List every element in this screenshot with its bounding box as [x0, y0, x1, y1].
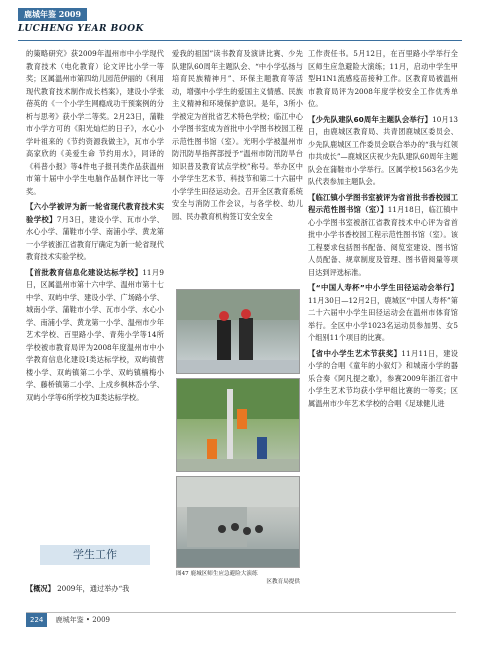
page-header	[18, 8, 462, 46]
drill-photo-2	[176, 378, 300, 472]
page-number: 224	[26, 613, 47, 627]
col2-paragraph-0: 爱我的祖国”读书教育及演讲比赛、少先队建队60周年主题队会、“中小学弘扬与培育民族精神月”、环保主题教育等活动，增强中小学生的爱国主义情感、民族主义精神和环境保护意识。是年，3所小学被定为首批省艺术特色学校；临江中心小学图书室成为首批中小学图书校园工程示范性图书馆（室）。光明小学被温州市防汛防旱指挥部授予“温州市防汛防旱台知识普及教育试点学校”称号。举办区中小学学生艺术节、科技节和第二十六届中小学学生田径运动会。召开全区教育系统安全与消防工作会议，与各学校、幼儿园、民办教育机构签订安全安全	[172, 49, 303, 221]
column-3	[308, 48, 458, 608]
col3-heading-1: 【少先队建队60周年主题队会举行】	[308, 114, 433, 124]
overview-heading: 【概况】	[26, 584, 55, 593]
drill-photo-2-illustration	[177, 379, 299, 471]
col3-paragraph-2: 【临江镇小学图书室被评为省首批书香校园工程示范性图书馆（室）】11月18日，临江镇中心小学图书室被浙江省教育技术中心评为省首批中小学书香校园工程示范性图书馆（室）。该工程要求包括图书配备、阅览室建设、图书馆人员配备、规章制度及管理、图书借阅量等项目达到评选标准。	[308, 192, 458, 277]
overview-paragraph: 【概况】 2009年，通过举办“我	[26, 584, 130, 593]
drill-photo-1	[176, 289, 300, 374]
col1-heading-2: 【首批教育信息化建设达标学校】	[26, 267, 143, 277]
drill-photo-3-illustration	[177, 477, 299, 567]
figure-credit: 区教育局提供	[266, 579, 300, 585]
footer-label: 鹿城年鉴 • 2009	[55, 616, 111, 624]
col3-heading-3: 【“中国人寿杯”中小学生田径运动会举行】	[308, 283, 458, 292]
col3-paragraph-3: 【“中国人寿杯”中小学生田径运动会举行】11月30日—12月2日，鹿城区“中国人寿杯”第二十六届中小学生田径运动会在温州市体育馆举行。全区中小学1023名运动员参加男、女5个组别11个项目的比赛。	[308, 283, 458, 342]
col3-paragraph-4: 【省中小学生艺术节获奖】11月11日，建设小学的合唱《童年的小叙灯》和城南小学的器乐合奏《阿凡提之歌》，参赛2009年浙江省中小学生艺术节均获小学甲组比赛的一等奖；区属温州市少年艺术学校的合唱《足球健儿进	[308, 348, 458, 408]
col1-paragraph-0: 的策略研究》获2009年温州市中小学现代教育技术（电化教育）论文评比小学一等奖；区属温州市第四幼儿园范伊丽的《利用现代教育技术制作成长档案》，建设小学张蓓英的《一个小学生网瘾成功干预案例的分析与思考》获小学二等奖。2月23日，蒲鞋市小学方可的《阳光灿烂的日子》，水心小学叶祖来的《节约资源我做主》，瓦市小学高家欣的《美爱生命 节约用水》，同译的《科普小报》等4件电子报刊类作品获温州市第十届中小学生电脑作品制作评比一等奖。	[26, 49, 164, 196]
header-rule	[18, 40, 462, 41]
column-2	[172, 48, 303, 288]
col1-paragraph-2: 【首批教育信息化建设达标学校】11月9日，区属温州市第十六中学、温州市第十七中学、双屿中学、建设小学、广场路小学、城南小学、蒲鞋市小学、瓦市小学、水心小学、南浦小学、黄龙第一小学、温州市少年艺术学校、百里路小学、青苑小学等14所学校被市教育局评为2008年度温州市中小学教育信息化建设Ⅰ类达标学校，双屿镇营楼小学、双屿镇第二小学、双屿镇楠梅小学、藤桥镇第二小学、上戍乡枫林岙小学、双屿小学等6所学校为Ⅱ类达标学校。	[26, 267, 164, 402]
figure-caption-block	[176, 570, 300, 586]
col3-heading-4: 【省中小学生艺术节获奖】	[308, 348, 402, 358]
col3-paragraph-1: 【少先队建队60周年主题队会举行】10月13日，由鹿城区教育局、共青团鹿城区委员会、少先队鹿城区工作委员会联合举办的“我与红领巾共成长”—鹿城区庆祝少先队建队60周年主题队会在蒲鞋市小学举行。区属学校1563名少先队代表参加主题队会。	[308, 114, 458, 186]
col3-paragraph-0: 工作责任书。5月12日，在百里路小学举行全区师生应急避险大演练；11月，启动中学生甲型H1N1流感疫苗接种工作。区教育局被温州市教育局评为2008年度学校安全工作优秀单位。	[308, 49, 458, 108]
page-footer	[26, 612, 456, 627]
drill-photo-3	[176, 476, 300, 568]
section-title: 学生工作	[40, 545, 150, 565]
col3-heading-2: 【临江镇小学图书室被评为省首批书香校园工程示范性图书馆（室）】	[308, 192, 458, 214]
yearbook-badge: 鹿城年鉴 2009	[18, 8, 87, 21]
yearbook-english-title: LUCHENG YEAR BOOK	[18, 24, 144, 34]
col1-heading-1: 【六小学被评为新一轮省现代教育技术实验学校】	[26, 202, 164, 224]
figure-caption: 图47 鹿城区师生应急避险大演练	[176, 571, 258, 577]
drill-photo-1-illustration	[177, 290, 299, 373]
column-1	[26, 48, 164, 580]
col1-paragraph-1: 【六小学被评为新一轮省现代教育技术实验学校】7月3日，建设小学、瓦市小学、水心小学、蒲鞋市小学、南浦小学、黄龙第一小学被浙江省教育厅确定为新一轮省现代教育技术实验学校。	[26, 202, 164, 261]
